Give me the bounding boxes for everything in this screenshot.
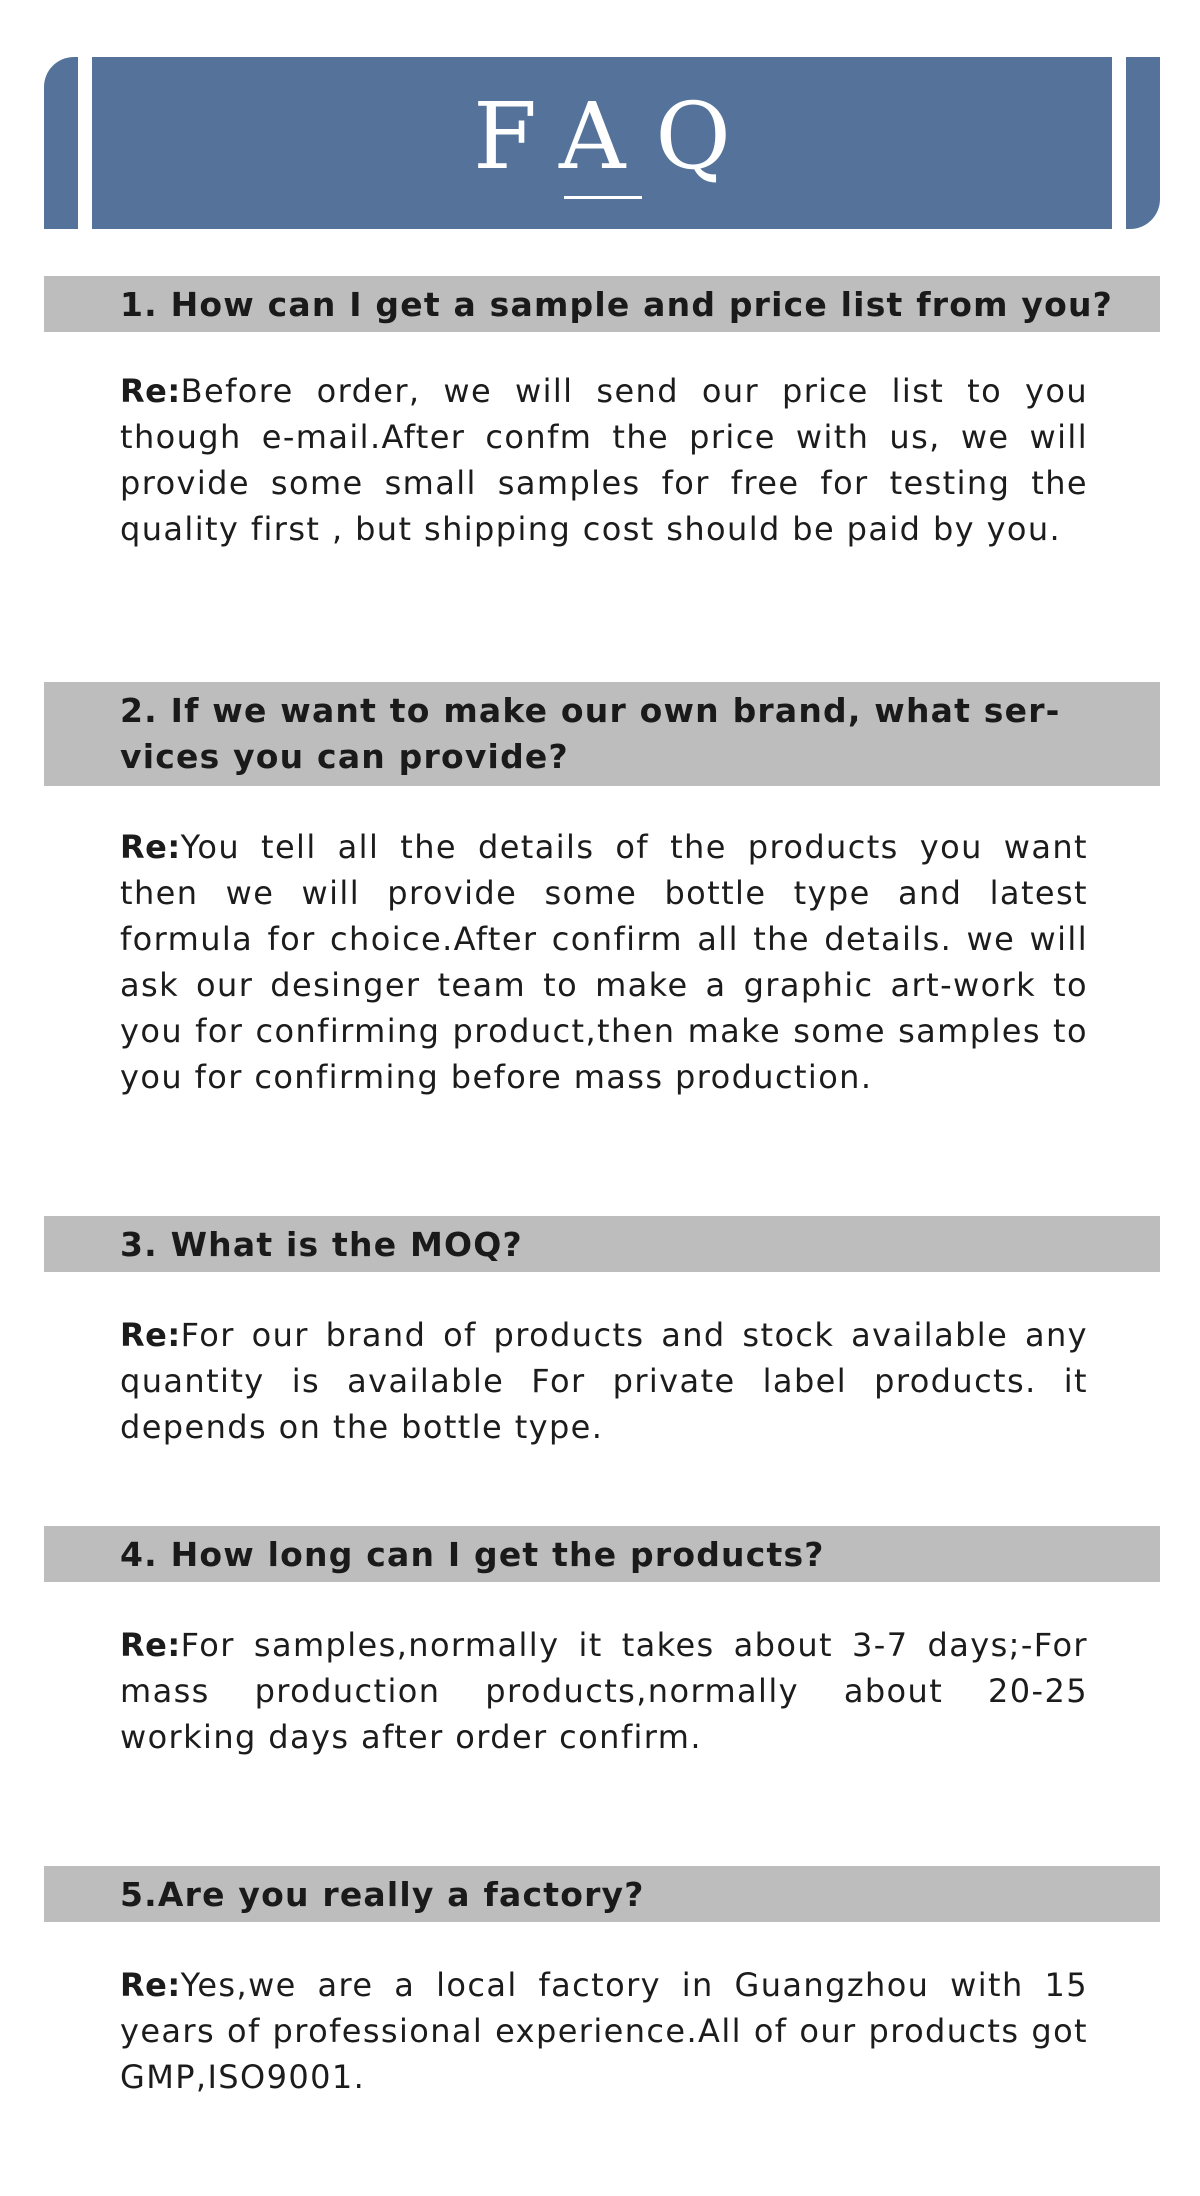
answer-prefix-1: Re: [120,372,181,410]
faq-answer-3 [120,1312,1088,1450]
answer-prefix-5: Re: [120,1966,181,2004]
answer-prefix-3: Re: [120,1316,181,1354]
answer-text-5: Yes,we are a local factory in Guangzhou with 15 years of professional experience.All of our products got GMP,ISO9001. [120,1966,1088,2096]
faq-answer-4 [120,1622,1088,1760]
faq-question-1: 1. How can I get a sample and price list from you? [120,285,1113,324]
faq-header-banner [44,57,1160,229]
answer-text-2: You tell all the details of the products you want then we will provide some bottle type and latest formula for choice.After confirm all the details. we will ask our desinger team to make a graphic art-work to you for confirming product,then make some samples to you for confirming before mass production. [120,828,1088,1096]
faq-question-bar-5 [44,1866,1160,1922]
faq-question-bar-2 [44,682,1160,786]
faq-answer-1 [120,368,1088,552]
faq-question-4: 4. How long can I get the products? [120,1535,825,1574]
faq-question-bar-3 [44,1216,1160,1272]
faq-question-5: 5.Are you really a factory? [120,1875,645,1914]
faq-answer-2 [120,824,1088,1100]
title-underline [564,196,642,199]
faq-answer-5 [120,1962,1088,2100]
answer-text-3: For our brand of products and stock available any quantity is available For private label products. it depends on the bottle type. [120,1316,1088,1446]
answer-prefix-4: Re: [120,1626,181,1664]
answer-prefix-2: Re: [120,828,181,866]
faq-question-bar-1 [44,276,1160,332]
faq-question-bar-4 [44,1526,1160,1582]
faq-question-2: 2. If we want to make our own brand, what ser-vices you can provide? [120,691,1061,776]
answer-text-1: Before order, we will send our price list to you though e-mail.After confm the price with us, we will provide some small samples for free for testing the quality first , but shipping cost should be paid by you. [120,372,1088,548]
page-title: FAQ [473,83,761,190]
answer-text-4: For samples,normally it takes about 3-7 days;-For mass production products,normally about 20-25 working days after order confirm. [120,1626,1088,1756]
faq-question-3: 3. What is the MOQ? [120,1225,523,1264]
